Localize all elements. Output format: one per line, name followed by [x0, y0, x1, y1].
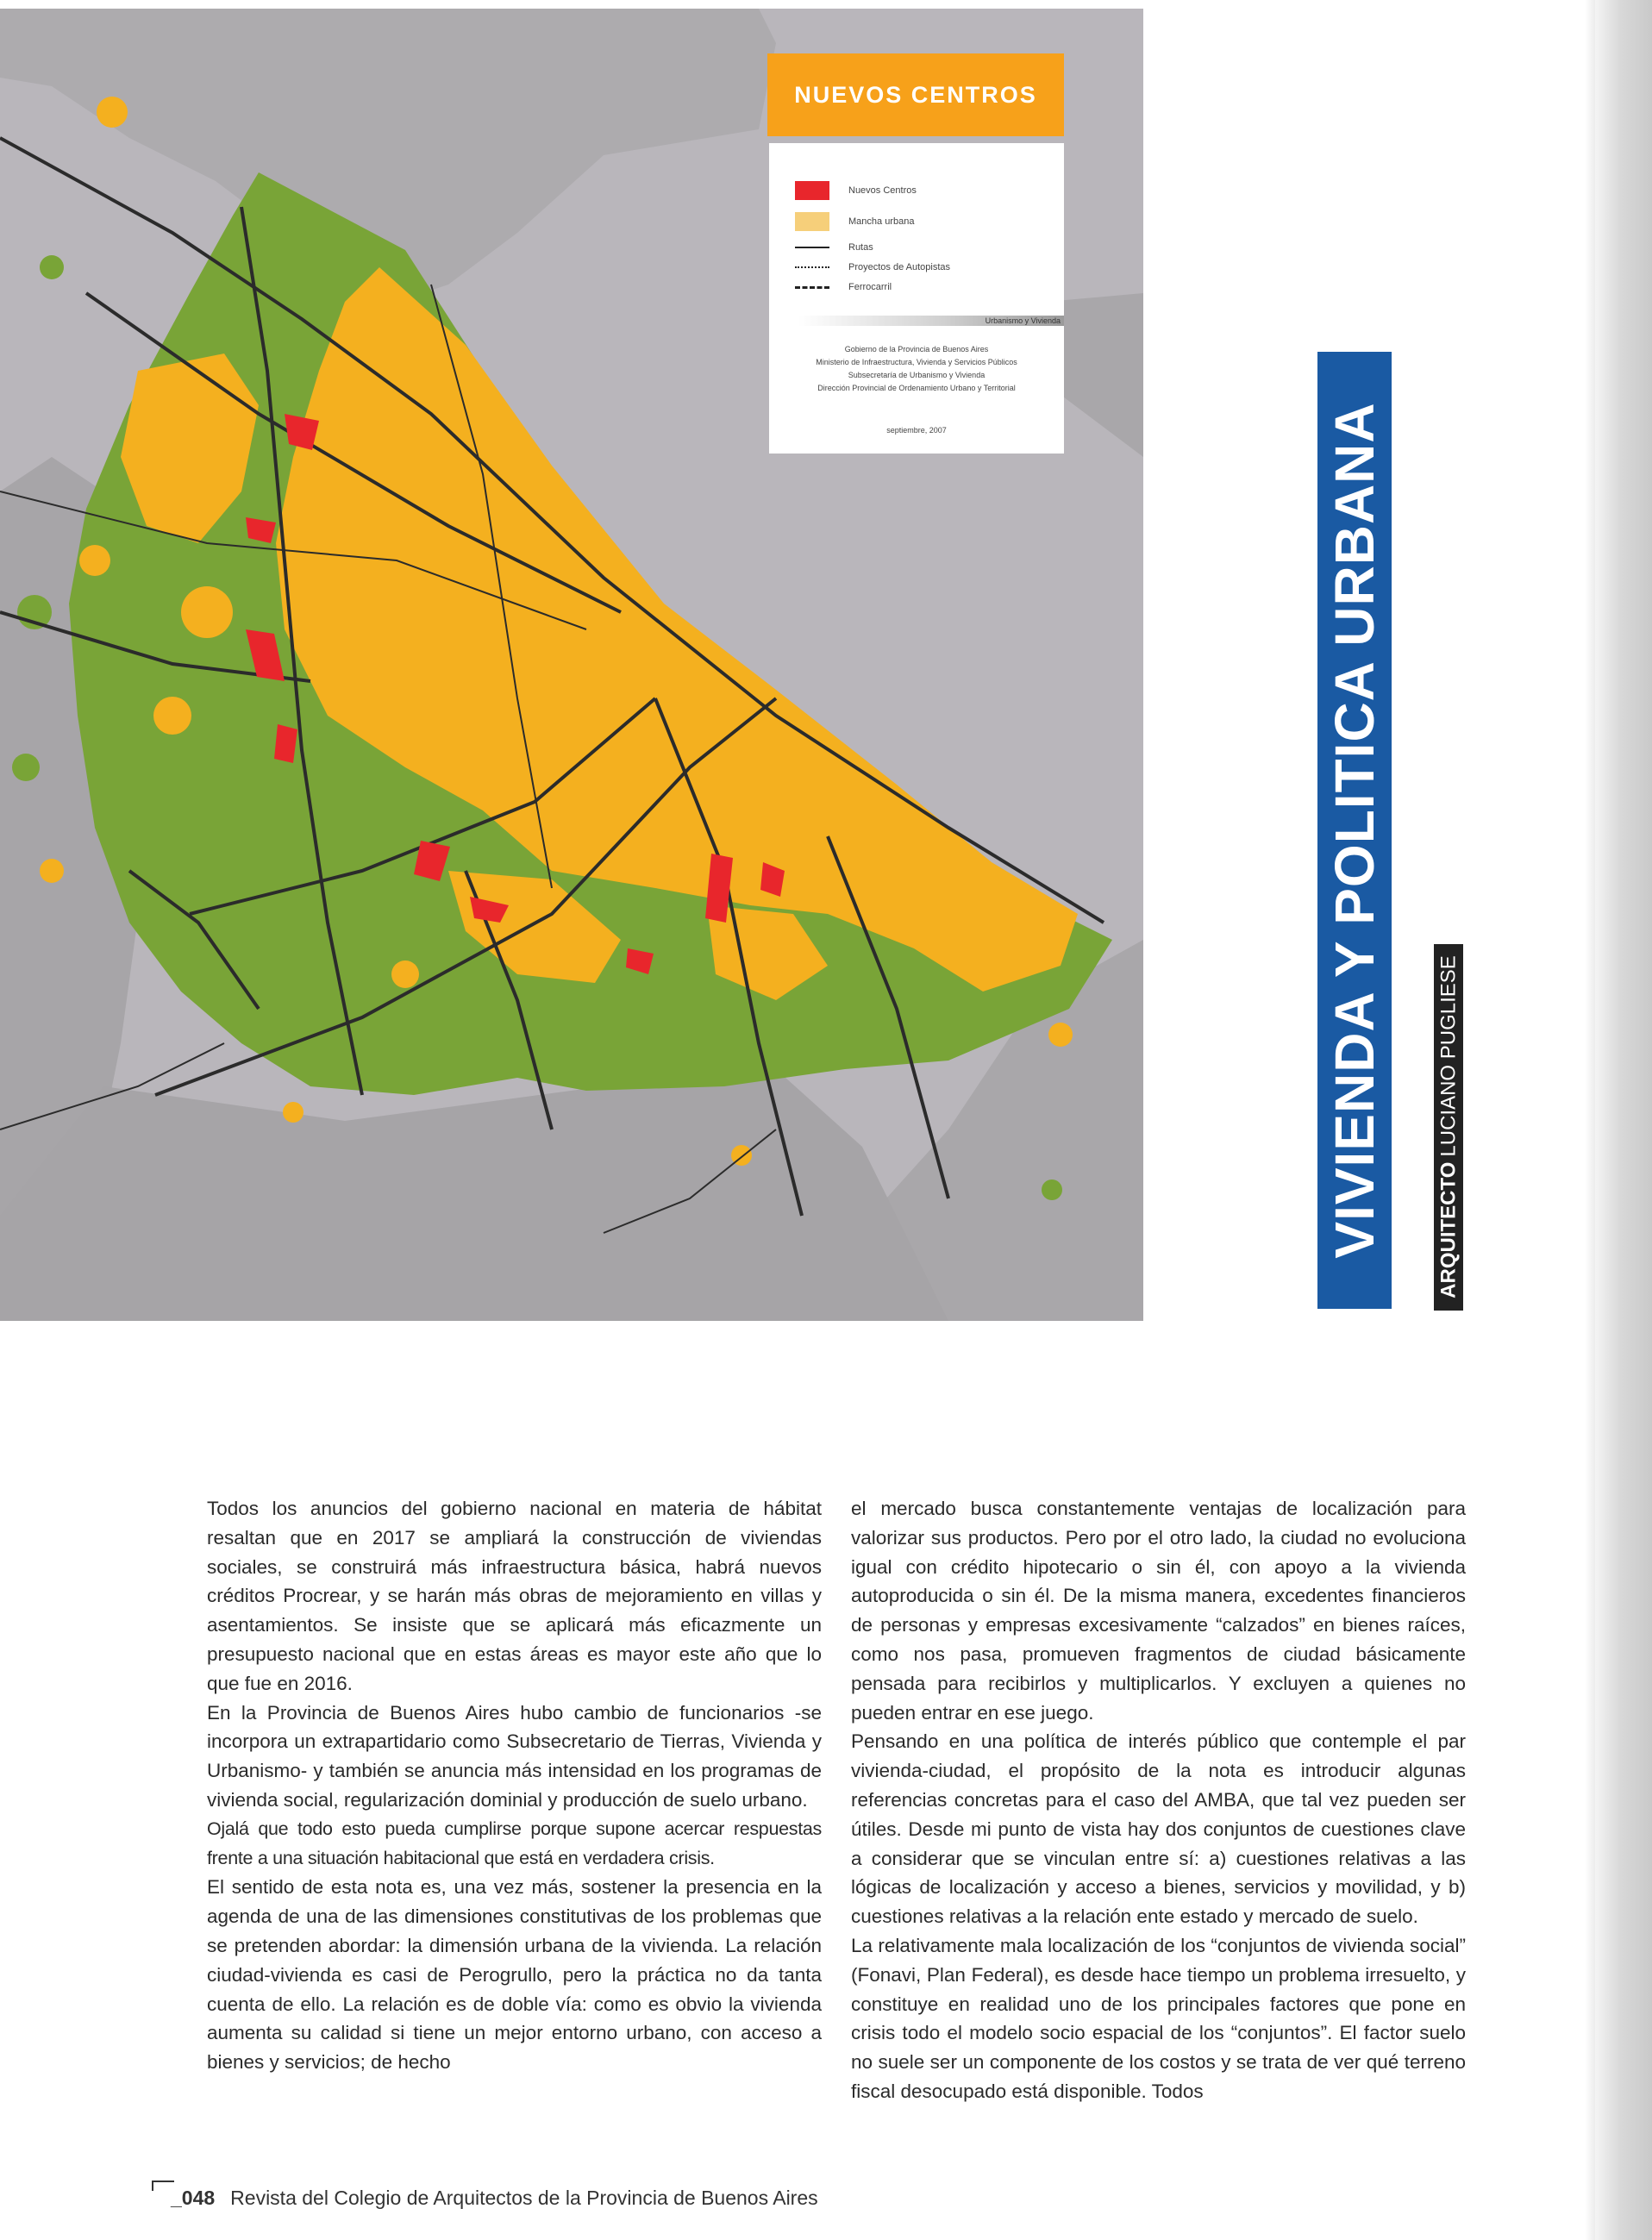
map-urban-patch	[283, 1102, 303, 1123]
legend-line-dotted	[795, 266, 829, 268]
author-name: LUCIANO PUGLIESE	[1436, 955, 1461, 1157]
author-prefix: ARQUITECTO	[1436, 1161, 1461, 1298]
paragraph: el mercado busca constantemente ventajas de localización para valorizar sus productos. Pero por el otro lado, la ciudad no evoluciona igual con crédito hipotecario o sin él, con apoyo a la vivienda autoproducida o sin él. De la misma manera, excedentes financieros de personas y empresas excesivamente “calzados” en bienes raíces, como nos pasa, promueven fragmentos de ciudad básicamente pensada para recibirlos y multiplicarlos. Y excluyen a quienes no pueden entrar en ese juego.	[851, 1498, 1466, 1724]
legend-item-rutas	[795, 238, 873, 257]
paragraph: Todos los anuncios del gobierno nacional en materia de hábitat resaltan que en 2017 se ampliará la construcción de viviendas sociales, se construirá más infraestructura básica, habrá nuevos créditos Procrear, y se harán más obras de mejoramiento en villas y asentamientos. Se insiste que se aplicará más eficazmente un presupuesto nacional que en estas áreas es mayor este año que lo que fue en 2016.	[207, 1498, 822, 1694]
paragraph: La relativamente mala localización de los “conjuntos de vivienda social” (Fonavi, Plan Federal), es desde hace tiempo un problema irresuelto, y constituye en realidad uno de los principales factores que pone en crisis todo el modelo socio espacial de los “conjuntos”. El factor suelo no suele ser un componente de los costos y se trata de ver qué terreno fiscal desocupado está disponible. Todos	[851, 1934, 1466, 2102]
legend-label: Nuevos Centros	[848, 185, 917, 196]
page-edge-highlight	[1585, 0, 1595, 2240]
map-legend	[769, 143, 1064, 454]
map-rural-patch	[1042, 1179, 1062, 1200]
credit-line: Gobierno de la Provincia de Buenos Aires	[844, 345, 989, 354]
map-legend-title: NUEVOS CENTROS	[794, 81, 1037, 108]
legend-line-solid	[795, 247, 829, 248]
legend-label: Proyectos de Autopistas	[848, 262, 951, 272]
article-column-2	[851, 1494, 1466, 2106]
legend-label: Ferrocarril	[848, 282, 892, 292]
paragraph: Pensando en una política de interés público que contemple el par vivienda-ciudad, el propósito de la nota es introducir algunas referencias concretas para el caso del AMBA, que tal vez pueden ser útiles. Desde mi punto de vista hay dos conjuntos de cuestiones clave a considerar que se vinculan entre sí: a) cuestiones relativas a las lógicas de localización y acceso a bienes, servicios y movilidad, y b) cuestiones relativas a la relación ente estado y mercado de suelo.	[851, 1730, 1466, 1928]
map-rural-patch	[40, 255, 64, 279]
legend-item-mancha-urbana	[795, 212, 914, 231]
map-legend-header	[767, 53, 1064, 136]
paragraph: Ojalá que todo esto pueda cumplirse porque supone acercar respuestas frente a una situación habitacional que está en verdadera crisis.	[207, 1818, 822, 1868]
map-land-south	[0, 1069, 948, 1321]
legend-label: Rutas	[848, 242, 873, 253]
map-credits	[769, 343, 1064, 395]
map-urban-patch	[79, 545, 110, 576]
map-urban-patch	[1048, 1023, 1073, 1047]
legend-item-autopistas	[795, 258, 950, 277]
map-urban-patch	[40, 859, 64, 883]
credit-line: Dirección Provincial de Ordenamiento Urbano y Territorial	[817, 384, 1016, 392]
article-title: VIVIENDA Y POLITICA URBANA	[1323, 402, 1386, 1259]
credit-line: Ministerio de Infraestructura, Vivienda y Servicios Públicos	[816, 358, 1017, 366]
map-urban-patch	[181, 586, 233, 638]
map-urban-patch	[391, 960, 419, 988]
page-number: _048	[171, 2187, 216, 2209]
page-footer	[171, 2187, 818, 2210]
article-author	[1435, 944, 1464, 1311]
legend-swatch-red	[795, 181, 829, 200]
legend-item-nuevos-centros	[795, 181, 917, 200]
legend-item-ferrocarril	[795, 278, 892, 297]
facing-page-edge	[1595, 0, 1652, 2240]
paragraph: El sentido de esta nota es, una vez más, sostener la presencia en la agenda de una de las dimensiones constitutivas de los problemas que se pretenden abordar: la dimensión urbana de la vivienda. La relación ciudad-vivienda es casi de Perogrullo, pero la práctica no da tanta cuenta de ello. La relación es de doble vía: como es obvio la vivienda aumenta su calidad si tiene un mejor entorno urbano, con acceso a bienes y servicios; de hecho	[207, 1876, 822, 2074]
credit-line: Subsecretaría de Urbanismo y Vivienda	[848, 371, 986, 379]
legend-swatch-yellow	[795, 212, 829, 231]
article-column-1	[207, 1494, 822, 2077]
map-rural-patch	[12, 754, 40, 781]
map-urban-patch	[97, 97, 128, 128]
legend-line-rail	[795, 286, 829, 289]
map-urban-patch	[153, 697, 191, 735]
paragraph: En la Provincia de Buenos Aires hubo cambio de funcionarios -se incorpora un extrapartidario como Subsecretario de Tierras, Vivienda y Urbanismo- y también se anuncia más intensidad en los programas de vivienda social, regularización dominial y producción de suelo urbano.	[207, 1701, 822, 1811]
legend-strip	[769, 316, 1064, 326]
publication-name: Revista del Colegio de Arquitectos de la Provincia de Buenos Aires	[230, 2187, 818, 2209]
legend-label: Mancha urbana	[848, 216, 915, 227]
map-date: septiembre, 2007	[886, 426, 947, 435]
legend-strip-text: Urbanismo y Vivienda	[985, 316, 1061, 325]
